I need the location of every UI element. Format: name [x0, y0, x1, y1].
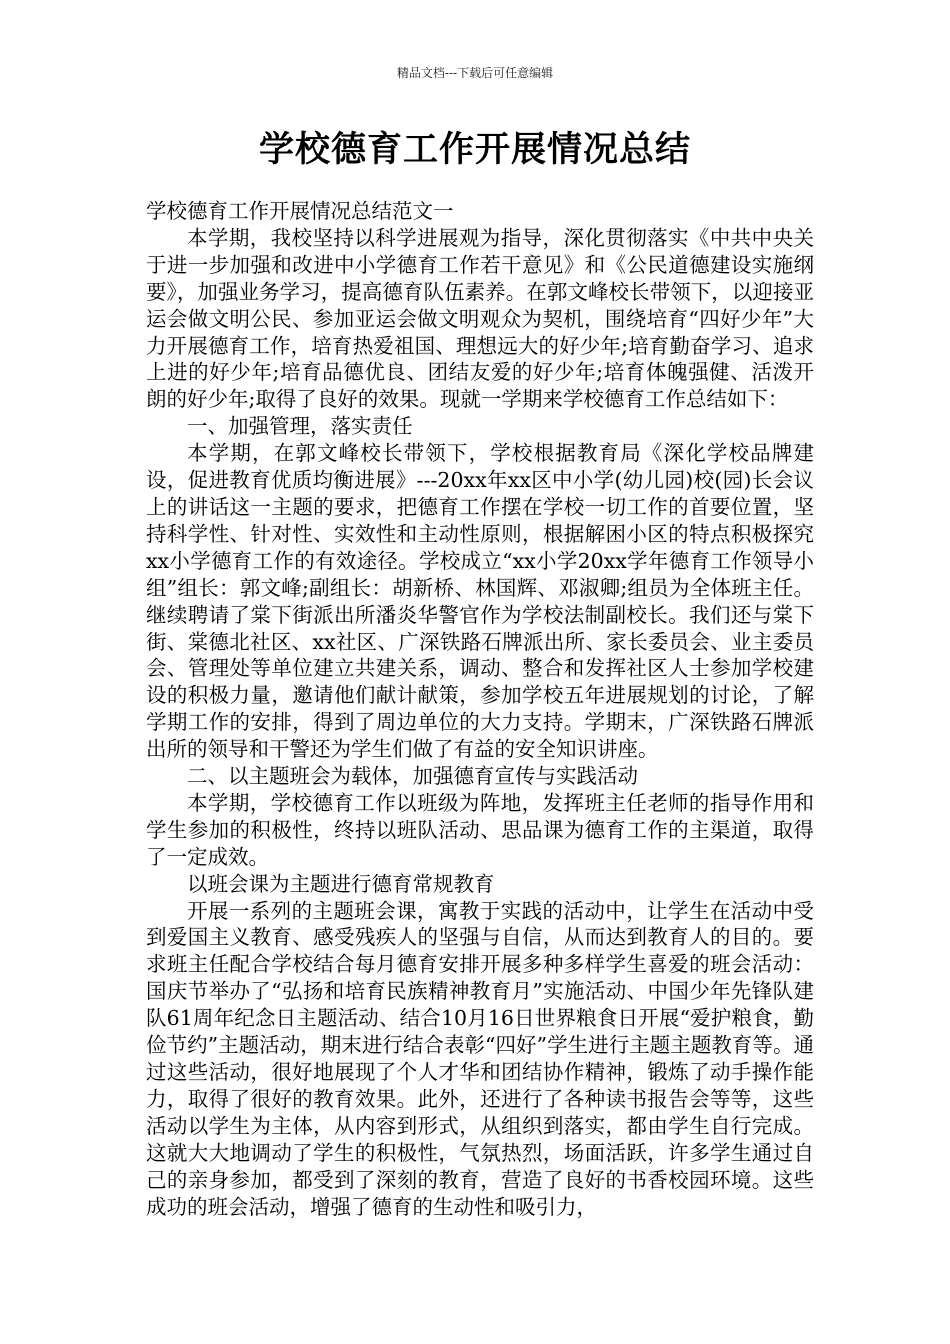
subsection-heading: 以班会课为主题进行德育常规教育	[187, 871, 495, 896]
intro-paragraph: 本学期，我校坚持以科学进展观为指导，深化贯彻落实《中共中央关于进一步加强和改进中小学德育工作若干意见》和《公民道德建设实施纲要》，加强业务学习，提高德育队伍素养。在郭文峰校长带领下，以迎接亚运会做文明公民、参加亚运会做文明观众为契机，围绕培育“四好少年”大力开展德育工作，培育热爱祖国、理想远大的好少年;培育勤奋学习、追求上进的好少年;培育品德优良、团结友爱的好少年;培育体魄强健、活泼开朗的好少年;取得了良好的效果。现就一学期来学校德育工作总结如下：	[146, 225, 814, 412]
section-1-paragraph: 本学期，在郭文峰校长带领下，学校根据教育局《深化学校品牌建设，促进教育优质均衡进展》---20xx年xx区中小学(幼儿园)校(园)长会议上的讲话这一主题的要求，把德育工作摆在学校一切工作的首要位置，坚持科学性、针对性、实效性和主动性原则，根据解困小区的特点积极探究xx小学德育工作的有效途径。学校成立“xx小学20xx学年德育工作领导小组”组长：郭文峰;副组长：胡新桥、林国辉、邓淑卿;组员为全体班主任。继续聘请了棠下街派出所潘炎华警官作为学校法制副校长。我们还与棠下街、棠德北社区、xx社区、广深铁路石牌派出所、家长委员会、业主委员会、管理处等单位建立共建关系，调动、整合和发挥社区人士参加学校建设的积极力量，邀请他们献计献策，参加学校五年进展规划的讨论，了解学期工作的安排，得到了周边单位的大力支持。学期末，广深铁路石牌派出所的领导和干警还为学生们做了有益的安全知识讲座。	[146, 441, 814, 762]
document-body	[146, 198, 814, 1220]
section-heading-2: 二、以主题班会为载体，加强德育宣传与实践活动	[187, 764, 638, 789]
document-title: 学校德育工作开展情况总结	[258, 129, 691, 170]
section-heading-1: 一、加强管理，落实责任	[187, 414, 413, 439]
header-note: 精品文档---下载后可任意编辑	[396, 66, 554, 80]
section-2-paragraph: 本学期，学校德育工作以班级为阵地，发挥班主任老师的指导作用和学生参加的积极性，终持以班队活动、思品课为德育工作的主渠道，取得了一定成效。	[146, 790, 814, 869]
subtitle-paragraph: 学校德育工作开展情况总结范文一	[146, 199, 454, 223]
subsection-paragraph: 开展一系列的主题班会课，寓教于实践的活动中，让学生在活动中受到爱国主义教育、感受残疾人的坚强与自信，从而达到教育人的目的。要求班主任配合学校结合每月德育安排开展多种多样学生喜爱的班会活动：国庆节举办了“弘扬和培育民族精神教育月”实施活动、中国少年先锋队建队61周年纪念日主题活动、结合10月16日世界粮食日开展“爱护粮食，勤俭节约”主题活动，期末进行结合表彰“四好”学生进行主题主题教育等。通过这些活动，很好地展现了个人才华和团结协作精神，锻炼了动手操作能力，取得了很好的教育效果。此外，还进行了各种读书报告会等等，这些活动以学生为主体，从内容到形式，从组织到落实，都由学生自行完成。这就大大地调动了学生的积极性，气氛热烈，场面活跃，许多学生通过自己的亲身参加，都受到了深刻的教育，营造了良好的书香校园环境。这些成功的班会活动，增强了德育的生动性和吸引力，	[146, 898, 814, 1219]
